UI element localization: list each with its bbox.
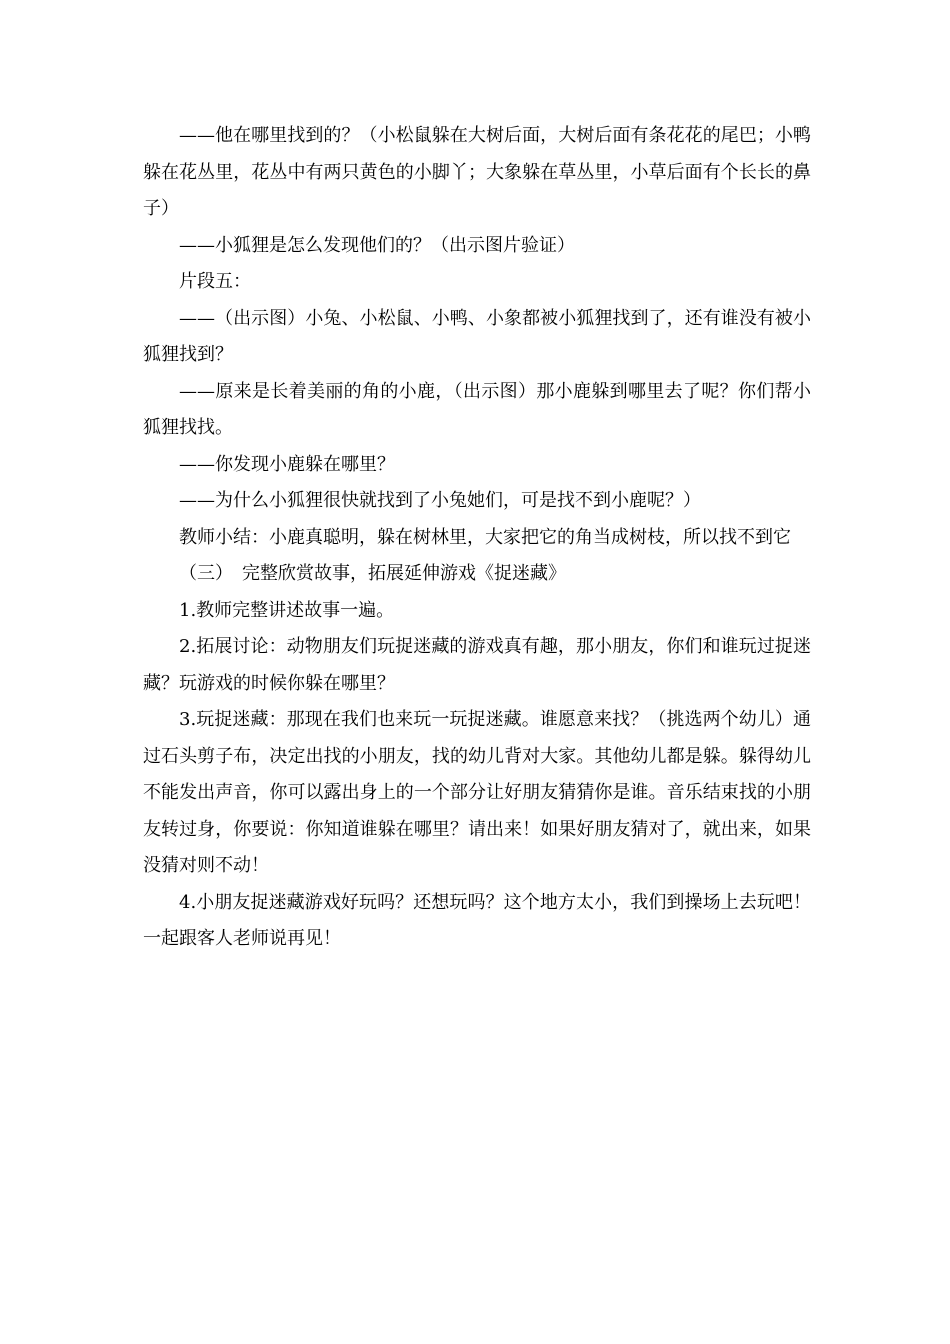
section-heading-three: （三） 完整欣赏故事，拓展延伸游戏《捉迷藏》 xyxy=(179,563,566,584)
paragraph-why-not-found: ——为什么小狐狸很快就找到了小兔她们，可是找不到小鹿呢？） xyxy=(179,490,701,511)
paragraph-teacher-summary: 教师小结：小鹿真聪明，躲在树林里，大家把它的角当成树枝，所以找不到它 xyxy=(179,526,791,548)
paragraph-step-2: 2.拓展讨论：动物朋友们玩捉迷藏的游戏真有趣，那小朋友，你们和谁玩过捉迷藏？玩游戏的时候你躲在哪里？ xyxy=(143,636,811,694)
paragraph-where-found: ——他在哪里找到的？（小松鼠躲在大树后面，大树后面有条花花的尾巴；小鸭躲在花丛里，花丛中有两只黄色的小脚丫；大象躲在草丛里，小草后面有个长长的鼻子） xyxy=(143,125,811,219)
paragraph-who-not-found: ——（出示图）小兔、小松鼠、小鸭、小象都被小狐狸找到了，还有谁没有被小狐狸找到？ xyxy=(143,307,811,365)
paragraph-step-3: 3.玩捉迷藏：那现在我们也来玩一玩捉迷藏。谁愿意来找？（挑选两个幼儿）通过石头剪子布，决定出找的小朋友，找的幼儿背对大家。其他幼儿都是躲。躲得幼儿不能发出声音，你可以露出身上的一个部分让好朋友猜猜你是谁。音乐结束找的小朋友转过身，你要说：你知道谁躲在哪里？请出来！如果好朋友猜对了，就出来，如果没猜对则不动！ xyxy=(143,709,811,876)
paragraph-step-1: 1.教师完整讲述故事一遍。 xyxy=(179,599,395,621)
paragraph-segment-five: 片段五： xyxy=(179,271,251,292)
paragraph-step-4: 4.小朋友捉迷藏游戏好玩吗？还想玩吗？这个地方太小，我们到操场上去玩吧！一起跟客人老师说再见！ xyxy=(143,891,811,949)
paragraph-how-discovered: ——小狐狸是怎么发现他们的？（出示图片验证） xyxy=(179,234,575,256)
paragraph-where-deer: ——你发现小鹿躲在哪里？ xyxy=(179,453,395,475)
document-body xyxy=(143,118,811,958)
paragraph-little-deer: ——原来是长着美丽的角的小鹿，（出示图）那小鹿躲到哪里去了呢？你们帮小狐狸找找。 xyxy=(143,380,811,438)
